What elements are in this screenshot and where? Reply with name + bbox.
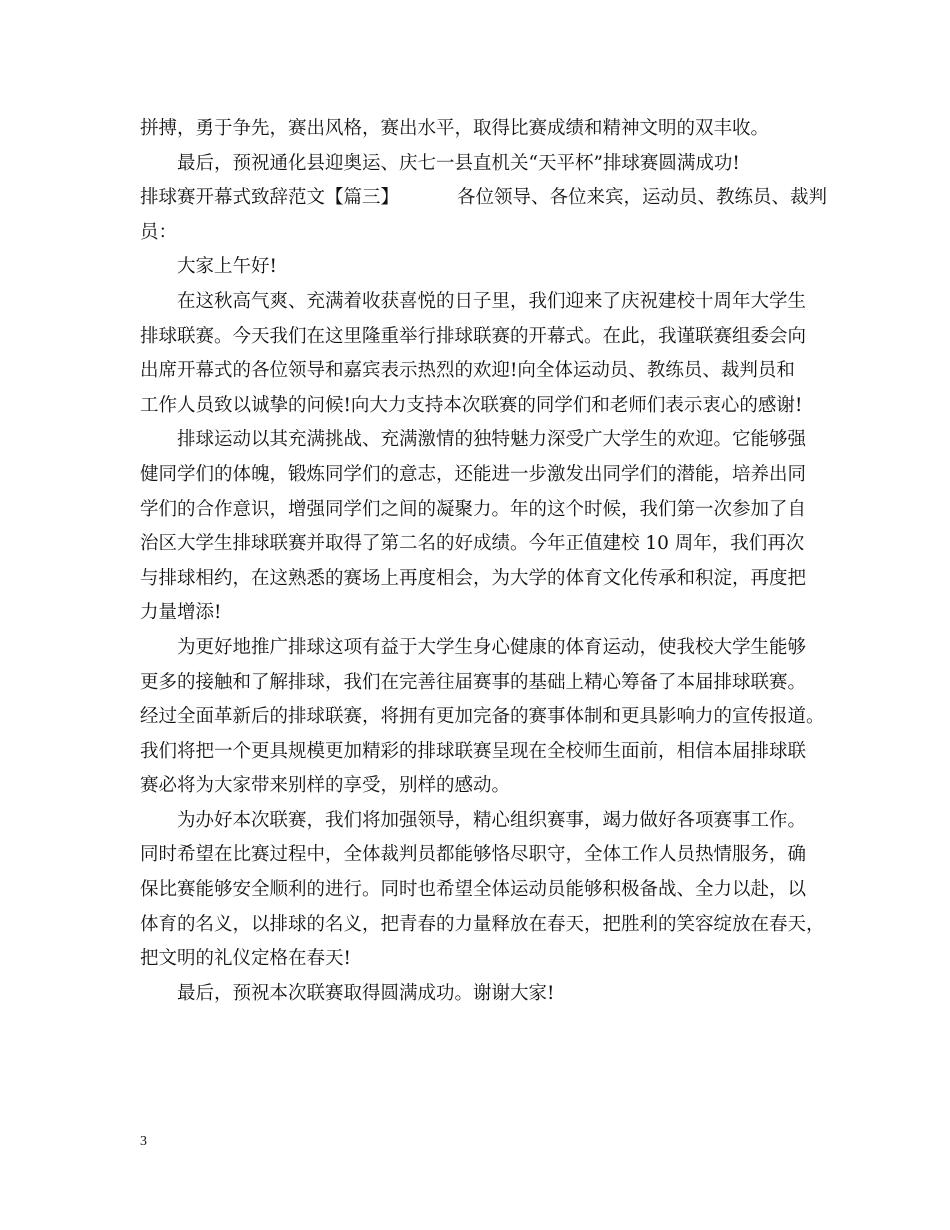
text-line: 同时希望在比赛过程中，全体裁判员都能够恪尽职守，全体工作人员热情服务，确 xyxy=(140,844,807,866)
text-line: 最后，预祝通化县迎奥运、庆七一县直机关“天平杯”排球赛圆满成功! xyxy=(177,152,740,174)
text-line: 排球运动以其充满挑战、充满激情的独特魅力深受广大学生的欢迎。它能够强 xyxy=(177,429,807,451)
text-line: 员： xyxy=(140,221,178,243)
section-title: 排球赛开幕式致辞范文【篇三】 xyxy=(140,187,400,209)
document-body xyxy=(140,112,830,1011)
text-line: 治区大学生排球联赛并取得了第二名的好成绩。今年正值建校 10 周年，我们再次 xyxy=(140,533,805,555)
text-line: 排球联赛。今天我们在这里隆重举行排球联赛的开幕式。在此，我谨联赛组委会向 xyxy=(140,325,807,347)
text-line: 力量增添! xyxy=(140,602,222,624)
text-line: 健同学们的体魄，锻炼同学们的意志，还能进一步激发出同学们的潜能，培养出同 xyxy=(140,463,807,485)
text-line: 我们将把一个更具规模更加精彩的排球联赛呈现在全校师生面前，相信本届排球联 xyxy=(140,740,807,762)
text-line: 与排球相约，在这熟悉的赛场上再度相会，为大学的体育文化传承和积淀，再度把 xyxy=(140,567,807,589)
text-line: 在这秋高气爽、充满着收获喜悦的日子里，我们迎来了庆祝建校十周年大学生 xyxy=(177,290,807,312)
text-line: 经过全面革新后的排球联赛，将拥有更加完备的赛事体制和更具影响力的宣传报道。 xyxy=(140,706,825,728)
text-line: 学们的合作意识，增强同学们之间的凝聚力。年的这个时候，我们第一次参加了自 xyxy=(140,498,807,520)
text-line: 出席开幕式的各位领导和嘉宾表示热烈的欢迎!向全体运动员、教练员、裁判员和 xyxy=(140,360,795,382)
text-line: 体育的名义，以排球的名义，把青春的力量释放在春天，把胜利的笑容绽放在春天， xyxy=(140,913,825,935)
text-line: 把文明的礼仪定格在春天! xyxy=(140,948,351,970)
text-line: 保比赛能够安全顺利的进行。同时也希望全体运动员能够积极备战、全力以赴，以 xyxy=(140,879,807,901)
text-line: 大家上午好! xyxy=(177,256,277,278)
text-line: 为更好地推广排球这项有益于大学生身心健康的体育运动，使我校大学生能够 xyxy=(177,636,807,658)
body-paragraphs xyxy=(140,250,830,1011)
text-line: 工作人员致以诚挚的问候!向大力支持本次联赛的同学们和老师们表示衷心的感谢! xyxy=(140,394,803,416)
text-line: 拼搏，勇于争先，赛出风格，赛出水平，取得比赛成绩和精神文明的双丰收。 xyxy=(140,118,770,139)
address-text: 各位领导、各位来宾，运动员、教练员、裁判 xyxy=(457,187,828,209)
page-number: 3 xyxy=(140,1134,147,1149)
text-line: 最后，预祝本次联赛取得圆满成功。谢谢大家! xyxy=(177,982,555,1004)
text-line: 更多的接触和了解排球，我们在完善往届赛事的基础上精心筹备了本届排球联赛。 xyxy=(140,671,807,693)
text-line: 为办好本次联赛，我们将加强领导，精心组织赛事，竭力做好各项赛事工作。 xyxy=(177,809,807,831)
section-heading-line xyxy=(140,181,830,216)
text-line: 赛必将为大家带来别样的享受，别样的感动。 xyxy=(140,775,511,797)
